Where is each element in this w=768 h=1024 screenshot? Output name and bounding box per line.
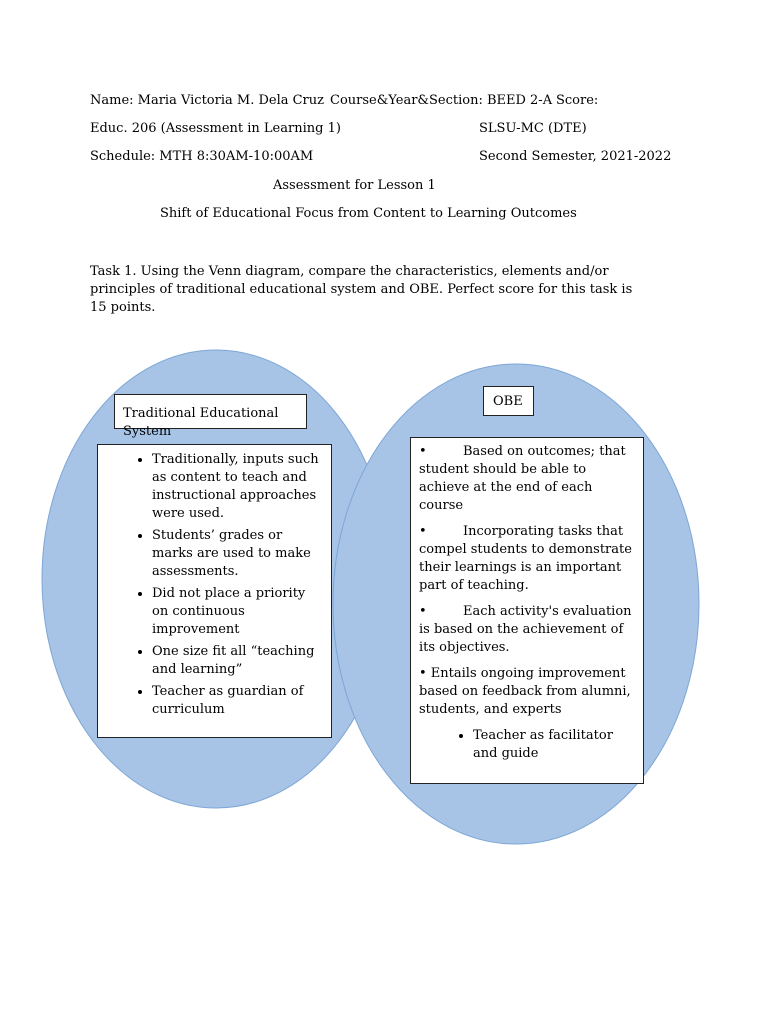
traditional-list bbox=[116, 451, 321, 719]
obe-label-box bbox=[483, 386, 534, 416]
list-item: • Teacher as guardian of curriculum bbox=[152, 683, 321, 719]
traditional-label: Traditional Educational System bbox=[123, 406, 279, 439]
list-item: • Traditionally, inputs such as content to teach and instructional approaches were used. bbox=[152, 451, 321, 523]
traditional-label-box bbox=[114, 394, 307, 439]
list-item: • Incorporating tasks that compel students to demonstrate their learnings is an important part of teaching. bbox=[419, 524, 632, 593]
course-year-section: Course&Year&Section: BEED 2-A bbox=[330, 93, 553, 108]
task-instruction: Task 1. Using the Venn diagram, compare the characteristics, elements and/or principles of traditional educational system and OBE. Perfect score for this task is 15 points. bbox=[90, 264, 633, 315]
list-item: • One size fit all “teaching and learning” bbox=[152, 643, 321, 679]
list-item: • Students’ grades or marks are used to make assessments. bbox=[152, 527, 321, 581]
subject-title: Educ. 206 (Assessment in Learning 1) bbox=[90, 121, 341, 136]
list-item: • Entails ongoing improvement based on feedback from alumni, students, and experts bbox=[419, 666, 631, 717]
obe-characteristics-box bbox=[410, 437, 644, 784]
score-label: Score: bbox=[556, 93, 599, 108]
list-item: • Each activity's evaluation is based on the achievement of its objectives. bbox=[419, 604, 632, 655]
lesson-title: Shift of Educational Focus from Content to Learning Outcomes bbox=[160, 206, 577, 221]
student-name: Name: Maria Victoria M. Dela Cruz bbox=[90, 93, 324, 108]
school-name: SLSU-MC (DTE) bbox=[479, 121, 587, 136]
semester: Second Semester, 2021-2022 bbox=[479, 149, 672, 164]
list-item: • Teacher as facilitator and guide bbox=[473, 727, 635, 763]
traditional-characteristics-box bbox=[97, 444, 332, 738]
obe-label: OBE bbox=[493, 394, 523, 409]
list-item: • Based on outcomes; that student should be able to achieve at the end of each course bbox=[419, 444, 626, 513]
assessment-title: Assessment for Lesson 1 bbox=[273, 178, 436, 193]
class-schedule: Schedule: MTH 8:30AM-10:00AM bbox=[90, 149, 314, 164]
list-item: • Did not place a priority on continuous improvement bbox=[152, 585, 321, 639]
obe-bullet-list bbox=[419, 727, 635, 763]
